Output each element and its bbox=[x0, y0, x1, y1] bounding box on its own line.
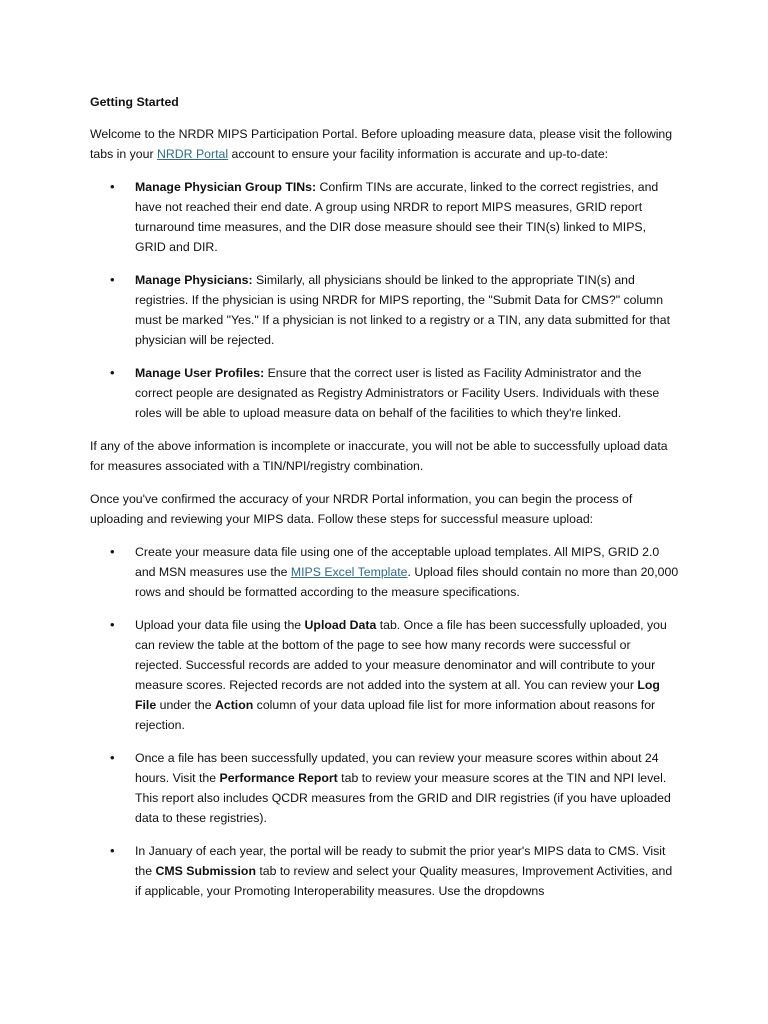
step-text: under the bbox=[156, 698, 215, 712]
step-text: Upload your data file using the bbox=[135, 618, 305, 632]
warning-paragraph: If any of the above information is incomplete or inaccurate, you will not be able to successfully upload data for measures associated with a TIN/NPI/registry combination. bbox=[90, 439, 668, 473]
bullet-icon: • bbox=[110, 617, 115, 632]
intro-text-cont: account to ensure your facility information is accurate and up-to-date: bbox=[228, 147, 609, 161]
step-text: Once a file has been successfully updated, you can review your measure scores within about 24 hours. Visit the bbox=[135, 751, 659, 785]
item-text: Confirm TINs are accurate, linked to the correct registries, and have not reached their end date. A group using NRDR to report MIPS measures, GRID report turnaround time measures, and the DIR dose measure should see their TIN(s) linked to MIPS, GRID and DIR. bbox=[135, 180, 659, 254]
bullet-icon: • bbox=[110, 272, 115, 287]
steps-list bbox=[90, 542, 680, 901]
bullet-icon: • bbox=[110, 365, 115, 380]
item-text: Ensure that the correct user is listed as Facility Administrator and the correct people are designated as Registry Administrators or Facility Users. Individuals with these roles will be able to upload measure data on behalf of the facilities to which they're linked. bbox=[135, 366, 660, 420]
list-item bbox=[90, 841, 680, 901]
list-item bbox=[90, 748, 680, 828]
step-text: tab. Once a file has been successfully uploaded, you can review the table at the bottom of the page to see how many records were successful or rejected. Successful records are added to your measure denominator and will contribute to your measure scores. Rejected records are not added into the system at all. You can review your bbox=[135, 618, 667, 692]
step-text: tab to review and select your Quality measures, Improvement Activities, and if applicable, your Promoting Interoperability measures. Use the dropdowns bbox=[135, 864, 673, 898]
setup-list bbox=[90, 177, 680, 423]
action-term: Action bbox=[214, 698, 254, 712]
page-heading: Getting Started bbox=[90, 95, 179, 109]
item-title: Manage Physicians: bbox=[135, 273, 253, 287]
performance-report-term: Performance Report bbox=[219, 771, 338, 785]
mips-excel-template-link[interactable]: MIPS Excel Template bbox=[290, 565, 408, 579]
upload-data-term: Upload Data bbox=[304, 618, 377, 632]
list-item bbox=[90, 177, 680, 257]
step-text: tab to review your measure scores at the TIN and NPI level. This report also includes QCDR measures from the GRID and DIR registries (if you have uploaded data to these registries). bbox=[135, 771, 671, 825]
item-title: Manage Physician Group TINs: bbox=[135, 180, 317, 194]
nrdr-portal-link[interactable]: NRDR Portal bbox=[157, 147, 229, 161]
bullet-icon: • bbox=[110, 544, 115, 559]
item-title: Manage User Profiles: bbox=[135, 366, 265, 380]
bullet-icon: • bbox=[110, 750, 115, 765]
bullet-icon: • bbox=[110, 843, 115, 858]
item-text: Similarly, all physicians should be linked to the appropriate TIN(s) and registries. If the physician is using NRDR for MIPS reporting, the "Submit Data for CMS?" column must be marked "Yes." If a physician is not linked to a registry or a TIN, any data submitted for that physician will be rejected. bbox=[135, 273, 671, 347]
list-item bbox=[90, 270, 680, 350]
list-item bbox=[90, 615, 680, 735]
cms-submission-term: CMS Submission bbox=[155, 864, 256, 878]
step-text: column of your data upload file list for more information about reasons for rejection. bbox=[135, 698, 656, 732]
document-page bbox=[90, 92, 680, 914]
steps-intro-paragraph: Once you've confirmed the accuracy of your NRDR Portal information, you can begin the process of uploading and reviewing your MIPS data. Follow these steps for successful measure upload: bbox=[90, 492, 633, 526]
step-text: In January of each year, the portal will be ready to submit the prior year's MIPS data to CMS. Visit the bbox=[135, 844, 666, 878]
log-file-term: Log File bbox=[135, 678, 660, 712]
bullet-icon: • bbox=[110, 179, 115, 194]
intro-paragraph bbox=[90, 124, 680, 164]
step-text: Create your measure data file using one of the acceptable upload templates. All MIPS, GRID 2.0 and MSN measures use the bbox=[135, 545, 660, 579]
list-item bbox=[90, 542, 680, 602]
intro-text: Welcome to the NRDR MIPS Participation Portal. Before uploading measure data, please visit the following tabs in your bbox=[90, 127, 673, 161]
list-item bbox=[90, 363, 680, 423]
step-text: . Upload files should contain no more than 20,000 rows and should be formatted according to the measure specifications. bbox=[135, 565, 679, 599]
